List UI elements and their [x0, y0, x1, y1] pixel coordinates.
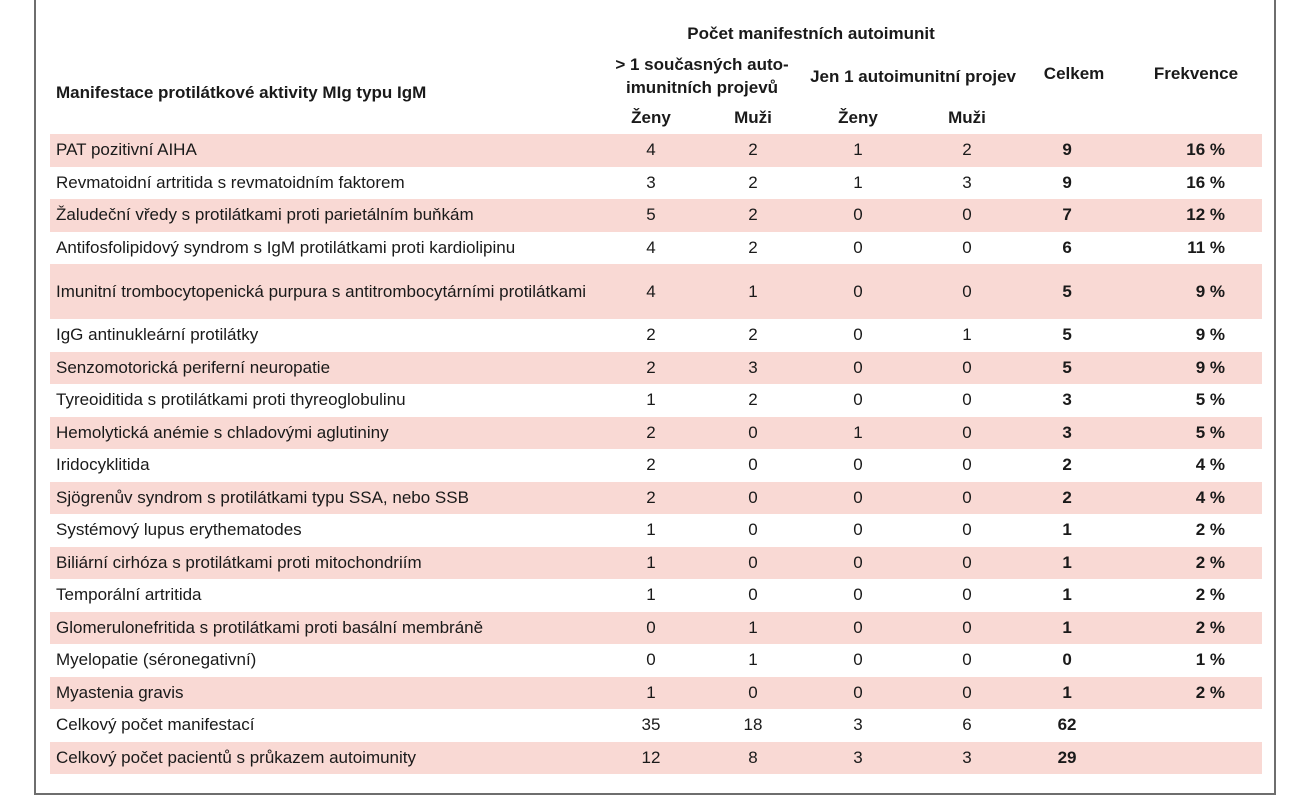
single-men-cell: 0	[912, 352, 1022, 385]
row-label: Systémový lupus erythematodes	[56, 520, 302, 540]
single-women-cell: 0	[804, 482, 912, 515]
group-multi-header: > 1 současných auto-imunitních projevů	[615, 55, 789, 97]
table-row	[50, 482, 1262, 515]
single-women-cell: 1	[804, 417, 912, 450]
multi-women-cell: 4	[646, 237, 656, 257]
single-women-cell: 3	[804, 742, 912, 775]
frequency-cell	[1126, 742, 1262, 775]
single-women-cell: 0	[853, 455, 863, 475]
table-row	[50, 134, 1262, 167]
single-men-cell: 3	[962, 172, 972, 192]
multi-men-cell: 2	[748, 172, 758, 192]
row-label: PAT pozitivní AIHA	[50, 134, 600, 167]
header-spacer	[1126, 18, 1262, 50]
table-row	[50, 612, 1262, 645]
single-men-cell: 0	[912, 199, 1022, 232]
frequency-cell: 9 %	[1126, 352, 1262, 385]
single-women-cell: 0	[853, 585, 863, 605]
single-men-cell: 3	[912, 742, 1022, 775]
single-men-cell: 0	[962, 650, 972, 670]
single-women-cell: 0	[853, 237, 863, 257]
single-women-cell: 0	[804, 677, 912, 710]
multi-men-cell: 2	[748, 237, 758, 257]
row-label: Antifosfolipidový syndrom s IgM protilátkami proti kardiolipinu	[56, 237, 516, 257]
multi-women-cell: 4	[600, 134, 702, 167]
multi-women-cell: 1	[646, 585, 656, 605]
multi-women-cell: 1	[600, 547, 702, 580]
multi-women-cell: 0	[600, 612, 702, 645]
total-cell: 2	[1062, 455, 1072, 475]
group-single-header: Jen 1 autoimunitní projev	[810, 66, 1016, 86]
single-men-cell: 1	[962, 325, 972, 345]
row-label: Celkový počet pacientů s průkazem autoimunity	[50, 742, 600, 775]
table-row	[50, 514, 1262, 547]
multi-women-cell: 3	[646, 172, 656, 192]
single-men-cell: 0	[912, 547, 1022, 580]
table-row	[50, 742, 1262, 775]
frequency-header: Frekvence	[1153, 64, 1239, 83]
header-spacer	[1022, 18, 1126, 50]
total-cell: 1	[1022, 677, 1126, 710]
total-cell: 1	[1022, 612, 1126, 645]
frequency-cell: 16 %	[1126, 134, 1262, 167]
row-label: Myastenia gravis	[50, 677, 600, 710]
table-row	[50, 579, 1262, 612]
total-cell: 9	[1062, 172, 1072, 192]
multi-men-cell: 8	[702, 742, 804, 775]
single-women-cell: 1	[853, 172, 863, 192]
multi-men-cell: 0	[702, 547, 804, 580]
row-label-header: Manifestace protilátkové aktivity MIg typu IgM	[56, 82, 427, 102]
group-title: Počet manifestních autoimunit	[687, 24, 935, 43]
frequency-cell: 9 %	[1126, 264, 1262, 319]
table-row	[50, 352, 1262, 385]
table-row	[50, 384, 1262, 417]
header-spacer	[50, 18, 600, 50]
row-label: Celkový počet manifestací	[56, 715, 255, 735]
multi-men-cell: 0	[702, 482, 804, 515]
frequency-cell: 2 %	[1195, 520, 1226, 540]
total-cell: 2	[1022, 482, 1126, 515]
multi-men-cell: 0	[702, 417, 804, 450]
single-men-cell: 2	[912, 134, 1022, 167]
single-men-cell: 0	[962, 585, 972, 605]
men-header: Muži	[734, 108, 772, 127]
multi-women-cell: 2	[646, 455, 656, 475]
frequency-cell: 4 %	[1195, 455, 1226, 475]
row-label: IgG antinukleární protilátky	[56, 325, 259, 345]
single-men-cell: 0	[962, 520, 972, 540]
multi-women-cell: 12	[600, 742, 702, 775]
single-men-cell: 0	[912, 417, 1022, 450]
single-men-cell: 0	[962, 237, 972, 257]
table-row	[50, 547, 1262, 580]
row-label: Sjögrenův syndrom s protilátkami typu SSA, nebo SSB	[50, 482, 600, 515]
women-header: Ženy	[631, 108, 671, 127]
single-women-cell: 0	[804, 612, 912, 645]
total-cell: 1	[1022, 547, 1126, 580]
frequency-cell: 1 %	[1195, 650, 1226, 670]
total-cell: 5	[1062, 325, 1072, 345]
table-row	[50, 167, 1262, 200]
single-women-cell: 0	[853, 520, 863, 540]
total-cell: 1	[1062, 520, 1072, 540]
multi-men-cell: 0	[702, 677, 804, 710]
frequency-cell: 5 %	[1126, 417, 1262, 450]
single-women-cell: 1	[804, 134, 912, 167]
multi-men-cell: 2	[702, 199, 804, 232]
total-cell: 6	[1062, 237, 1072, 257]
multi-women-cell: 1	[600, 677, 702, 710]
row-label: Revmatoidní artritida s revmatoidním faktorem	[56, 172, 405, 192]
table-row	[50, 264, 1262, 319]
single-men-cell: 0	[912, 264, 1022, 319]
multi-women-cell: 2	[646, 325, 656, 345]
multi-women-cell: 0	[646, 650, 656, 670]
row-label: Glomerulonefritida s protilátkami proti basální membráně	[50, 612, 600, 645]
row-label: Senzomotorická periferní neuropatie	[50, 352, 600, 385]
total-cell: 29	[1022, 742, 1126, 775]
single-women-cell: 0	[804, 352, 912, 385]
single-men-cell: 0	[962, 390, 972, 410]
table-row	[50, 449, 1262, 482]
single-women-cell: 0	[853, 650, 863, 670]
total-cell: 9	[1022, 134, 1126, 167]
frequency-cell: 11 %	[1187, 237, 1226, 257]
row-label: Myelopatie (séronegativní)	[56, 650, 257, 670]
single-women-cell: 0	[853, 390, 863, 410]
frequency-cell: 2 %	[1195, 585, 1226, 605]
single-women-cell: 0	[853, 325, 863, 345]
multi-men-cell: 1	[748, 650, 758, 670]
frequency-cell: 2 %	[1126, 612, 1262, 645]
row-label: Biliární cirhóza s protilátkami proti mitochondriím	[50, 547, 600, 580]
multi-women-cell: 5	[600, 199, 702, 232]
row-label: Imunitní trombocytopenická purpura s antitrombocytárními protilátkami	[50, 264, 600, 319]
single-women-cell: 0	[804, 199, 912, 232]
table-row	[50, 232, 1262, 265]
single-men-cell: 0	[912, 482, 1022, 515]
table-row	[50, 644, 1262, 677]
multi-women-cell: 1	[646, 520, 656, 540]
total-cell: 1	[1062, 585, 1072, 605]
row-label: Tyreoiditida s protilátkami proti thyreoglobulinu	[56, 390, 406, 410]
total-cell: 5	[1022, 352, 1126, 385]
multi-women-cell: 2	[600, 352, 702, 385]
total-cell: 3	[1022, 417, 1126, 450]
table-row	[50, 417, 1262, 450]
row-label: Žaludeční vředy s protilátkami proti parietálním buňkám	[50, 199, 600, 232]
table-row	[50, 199, 1262, 232]
table-body	[50, 134, 1262, 774]
single-women-cell: 3	[853, 715, 863, 735]
table-row	[50, 709, 1262, 742]
total-header: Celkem	[1043, 64, 1105, 83]
frequency-cell: 12 %	[1126, 199, 1262, 232]
single-women-cell: 0	[804, 547, 912, 580]
multi-men-cell: 1	[702, 264, 804, 319]
single-men-cell: 6	[962, 715, 972, 735]
multi-men-cell: 0	[748, 520, 758, 540]
multi-women-cell: 2	[600, 417, 702, 450]
row-label: Iridocyklitida	[56, 455, 150, 475]
frequency-cell: 2 %	[1126, 547, 1262, 580]
frequency-cell: 9 %	[1195, 325, 1226, 345]
single-men-cell: 0	[962, 455, 972, 475]
row-label: Temporální artritida	[56, 585, 202, 605]
table-row	[50, 319, 1262, 352]
multi-men-cell: 2	[748, 325, 758, 345]
single-women-cell: 0	[804, 264, 912, 319]
multi-women-cell: 2	[600, 482, 702, 515]
multi-men-cell: 0	[748, 455, 758, 475]
single-men-cell: 0	[912, 612, 1022, 645]
frequency-cell: 2 %	[1126, 677, 1262, 710]
women-header: Ženy	[838, 108, 878, 127]
multi-men-cell: 1	[702, 612, 804, 645]
multi-men-cell: 18	[743, 715, 763, 735]
autoimmunity-table	[50, 18, 1262, 774]
multi-men-cell: 2	[748, 390, 758, 410]
men-header: Muži	[948, 108, 986, 127]
row-label: Hemolytická anémie s chladovými aglutininy	[50, 417, 600, 450]
total-cell: 7	[1022, 199, 1126, 232]
frequency-cell	[1126, 709, 1262, 742]
frequency-cell: 5 %	[1195, 390, 1226, 410]
total-cell: 3	[1062, 390, 1072, 410]
multi-men-cell: 2	[702, 134, 804, 167]
multi-men-cell: 3	[702, 352, 804, 385]
frequency-cell: 4 %	[1126, 482, 1262, 515]
single-men-cell: 0	[912, 677, 1022, 710]
multi-women-cell: 1	[646, 390, 656, 410]
total-cell: 5	[1022, 264, 1126, 319]
total-cell: 62	[1057, 715, 1077, 735]
multi-men-cell: 0	[748, 585, 758, 605]
multi-women-cell: 4	[600, 264, 702, 319]
multi-women-cell: 35	[641, 715, 661, 735]
total-cell: 0	[1062, 650, 1072, 670]
frequency-cell: 16 %	[1186, 172, 1226, 192]
table-row	[50, 677, 1262, 710]
